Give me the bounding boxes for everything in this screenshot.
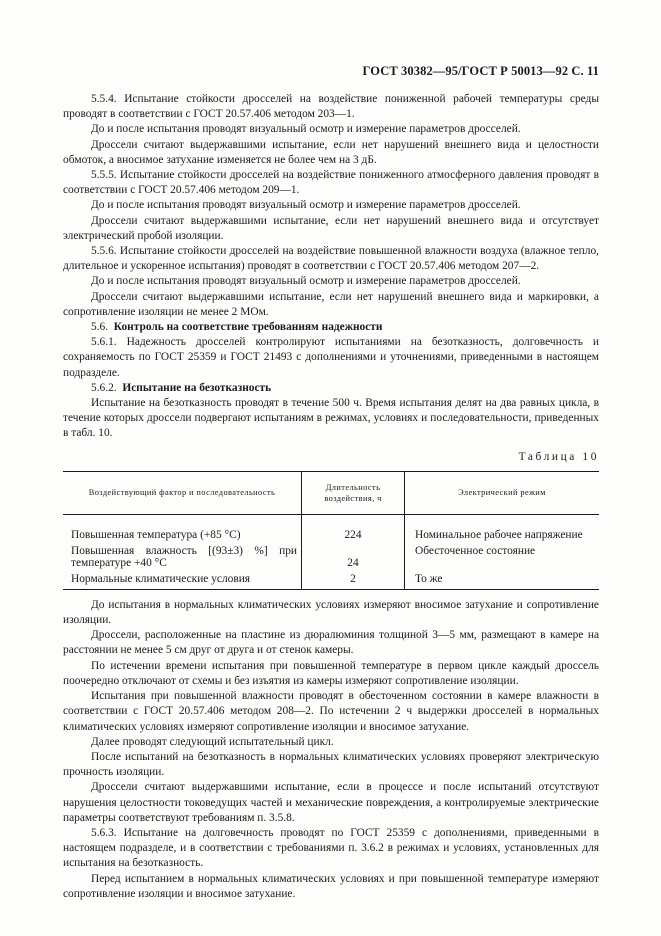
paragraph: До и после испытания проводят визуальный осмотр и измерение параметров дросселей. bbox=[91, 199, 521, 212]
section-heading-5-6 bbox=[63, 320, 599, 335]
paragraph: Дроссели считают выдержавшими испытание, если нет нарушений внешнего вида и отсутствует электрический пробой изоляции. bbox=[63, 214, 599, 242]
paragraph: Дроссели, расположенные на пластине из дюралюминия толщиной 3—5 мм, размещают в камере на расстоянии не менее 5 см друг от друга и от стенок камеры. bbox=[63, 629, 599, 657]
cell-factor: Повышенная влажность [(93±3) %] при температуре +40 °С bbox=[71, 544, 297, 569]
paragraph: 5.5.6. Испытание стойкости дросселей на воздействие повышенной влажности воздуха (влажное тепло, длительное и ускоренное испытания) проводят в соответствии с ГОСТ 20.57.406 методом 207—2. bbox=[63, 245, 599, 273]
section-heading-5-6-2 bbox=[63, 381, 599, 396]
cell-duration: 2 bbox=[302, 569, 405, 590]
paragraph: Испытания при повышенной влажности проводят в обесточенном состоянии в камере влажности в соответствии с ГОСТ 20.57.406 методом 208—2. По истечении 2 ч выдержки дросселей в нормальных климатических условиях измеряют сопротивление изоляции и вносимое затухание. bbox=[63, 690, 599, 733]
column-header-mode: Электрический режим bbox=[405, 471, 600, 514]
paragraph: Дроссели считают выдержавшими испытание, если в процессе и после испытаний отсутствуют нарушения целостности токоведущих частей и механические повреждения, а контролируемые электрические параметры соответствуют требованиям п. 3.5.8. bbox=[63, 781, 599, 824]
table-row bbox=[63, 541, 599, 569]
paragraph: Далее проводят следующий испытательный цикл. bbox=[91, 735, 334, 748]
cell-factor: Нормальные климатические условия bbox=[63, 569, 302, 590]
paragraph: После испытаний на безотказность в нормальных климатических условиях проверяют электрическую прочность изоляции. bbox=[63, 750, 599, 779]
cell-mode: Обесточенное состояние bbox=[405, 541, 600, 569]
paragraph: Испытание на безотказность проводят в течение 500 ч. Время испытания делят на два равных цикла, в течение которых дроссели подвергают испытаниям в режимах, условиях и последовательности, приведенных в табл. 10. bbox=[63, 397, 599, 440]
cell-factor: Повышенная температура (+85 °С) bbox=[71, 528, 241, 541]
cell-mode: Номинальное рабочее напряжение bbox=[405, 514, 600, 541]
paragraph: 5.5.4. Испытание стойкости дросселей на воздействие пониженной рабочей температуры среды проводят в соответствии с ГОСТ 20.57.406 методом 203—1. bbox=[63, 93, 599, 121]
paragraph: Дроссели считают выдержавшими испытание, если нет нарушений внешнего вида и целостности обмоток, а вносимое затухание изменяется не более чем на 3 дБ. bbox=[63, 138, 599, 166]
cell-duration: 24 bbox=[302, 541, 405, 569]
paragraph: 5.5.5. Испытание стойкости дросселей на воздействие пониженного атмосферного давления проводят в соответствии с ГОСТ 20.57.406 методом 209—1. bbox=[63, 169, 599, 197]
paragraph: Перед испытанием в нормальных климатических условиях и при повышенной температуре измеряют сопротивление изоляции и вносимое затухание. bbox=[63, 872, 599, 900]
table-row bbox=[63, 514, 599, 541]
column-header-duration: Длительность воздействия, ч bbox=[302, 471, 405, 514]
column-header-factor: Воздействующий фактор и последовательность bbox=[63, 471, 302, 514]
paragraph: До испытания в нормальных климатических условиях измеряют вносимое затухание и сопротивление изоляции. bbox=[63, 598, 599, 627]
cell-mode: То же bbox=[405, 569, 600, 590]
paragraph: По истечении времени испытания при повышенной температуре в первом цикле каждый дроссель поочередно отключают от схемы и без изъятия из камеры измеряют сопротивление изоляции. bbox=[63, 659, 599, 687]
table-row bbox=[63, 569, 599, 590]
paragraph: До и после испытания проводят визуальный осмотр и измерение параметров дросселей. bbox=[91, 123, 521, 136]
table-10 bbox=[63, 471, 599, 590]
document-body bbox=[63, 92, 599, 902]
table-caption: Таблица 10 bbox=[518, 450, 599, 463]
paragraph: До и после испытания проводят визуальный осмотр и измерение параметров дросселей. bbox=[91, 275, 521, 288]
paragraph: Дроссели считают выдержавшими испытание, если нет нарушений внешнего вида и маркировки, а сопротивление изоляции не менее 2 МОм. bbox=[63, 290, 599, 318]
section-number: 5.6. bbox=[91, 321, 109, 334]
paragraph: 5.6.1. Надежность дросселей контролируют испытаниями на безотказность, долговечность и сохраняемость по ГОСТ 25359 и ГОСТ 21493 с дополнениями и уточнениями, приведенными в настоящем подразделе. bbox=[63, 336, 599, 379]
section-title: Испытание на безотказность bbox=[122, 381, 272, 394]
section-number: 5.6.2. bbox=[91, 381, 117, 394]
section-title: Контроль на соответствие требованиям надежности bbox=[113, 321, 383, 334]
paragraph: 5.6.3. Испытание на долговечность проводят по ГОСТ 25359 с дополнениями, приведенными в настоящем подразделе, и в соответствии с требованиями п. 3.6.2 в режимах и условиях, установленных для испытания на безотказность. bbox=[63, 826, 599, 870]
page-header: ГОСТ 30382—95/ГОСТ Р 50013—92 С. 11 bbox=[362, 64, 599, 78]
cell-duration: 224 bbox=[302, 514, 405, 541]
